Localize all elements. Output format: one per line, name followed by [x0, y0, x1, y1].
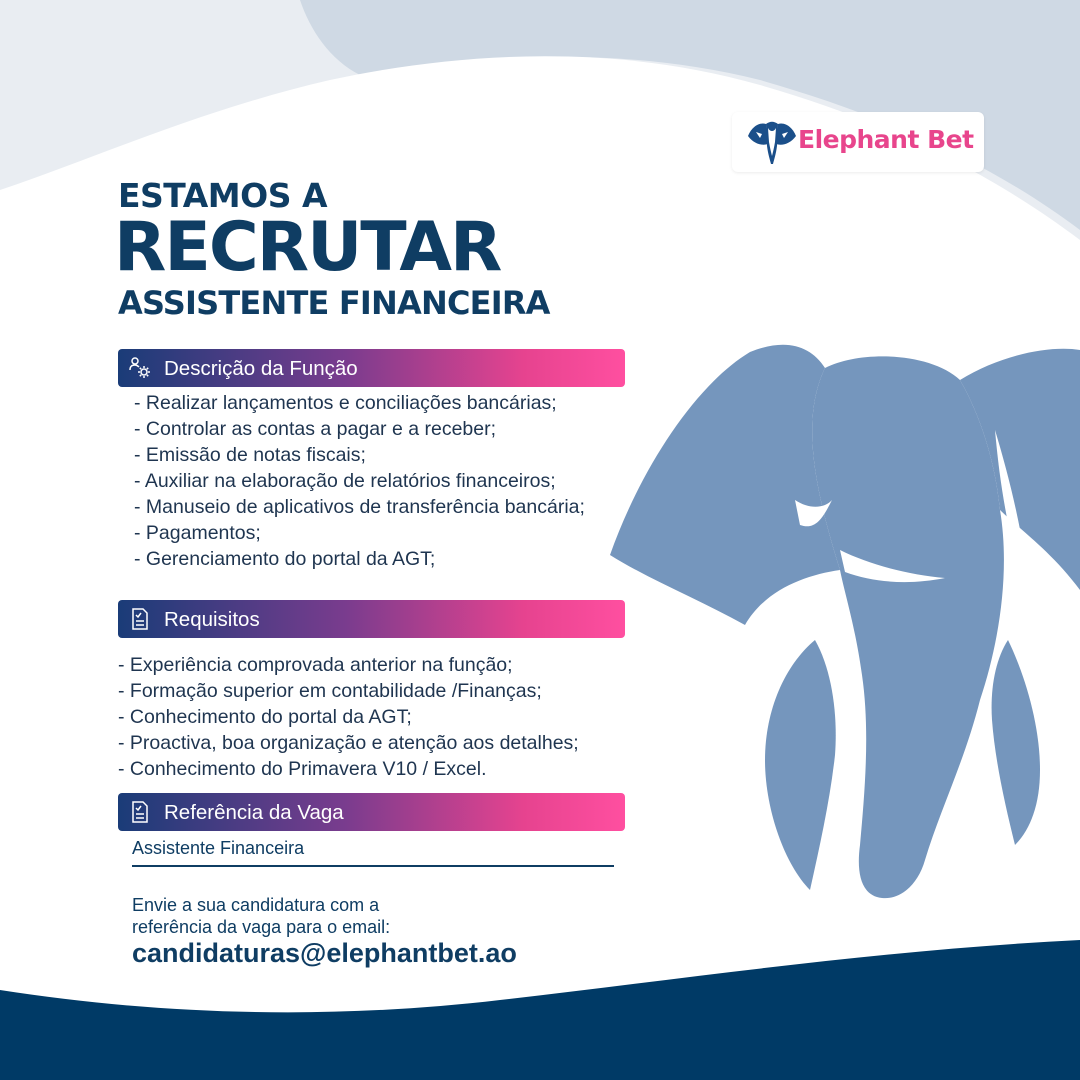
section-title-requirements: Requisitos	[164, 608, 260, 631]
section-bar-reference	[118, 793, 625, 831]
elephant-silhouette	[600, 340, 1080, 910]
list-item: - Manuseio de aplicativos de transferência bancária;	[134, 496, 585, 518]
list-item: - Realizar lançamentos e conciliações bancárias;	[134, 392, 557, 414]
list-item: - Conhecimento do portal da AGT;	[118, 706, 412, 728]
section-title-reference: Referência da Vaga	[164, 801, 344, 824]
list-item: - Conhecimento do Primavera V10 / Excel.	[118, 758, 487, 780]
document-checklist-icon	[128, 607, 152, 631]
list-item: - Controlar as contas a pagar e a receber;	[134, 418, 497, 440]
reference-value: Assistente Financeira	[132, 838, 305, 858]
section-bar-description	[118, 349, 625, 387]
section-title-description: Descrição da Função	[164, 357, 358, 380]
list-item: - Experiência comprovada anterior na função;	[118, 654, 513, 676]
elephant-logo-icon	[744, 118, 800, 166]
document-checklist-icon	[128, 800, 152, 824]
reference-underline	[132, 865, 614, 867]
headline-line1: ESTAMOS A	[118, 176, 327, 215]
list-item: - Proactiva, boa organização e atenção aos detalhes;	[118, 732, 579, 754]
list-item: - Auxiliar na elaboração de relatórios financeiros;	[134, 470, 556, 492]
application-line1: Envie a sua candidatura com a	[132, 895, 380, 915]
job-title: ASSISTENTE FINANCEIRA	[118, 284, 550, 322]
headline-line2: RECRUTAR	[114, 208, 501, 287]
brand-logo	[732, 112, 984, 172]
application-line2: referência da vaga para o email:	[132, 917, 391, 937]
list-item: - Pagamentos;	[134, 522, 261, 544]
application-email[interactable]: candidaturas@elephantbet.ao	[132, 938, 517, 968]
application-instructions	[132, 894, 390, 938]
brand-name: Elephant Bet	[798, 125, 974, 154]
description-list	[134, 390, 585, 572]
list-item: - Emissão de notas fiscais;	[134, 444, 366, 466]
list-item: - Formação superior em contabilidade /Finanças;	[118, 680, 542, 702]
list-item: - Gerenciamento do portal da AGT;	[134, 548, 436, 570]
gears-people-icon	[128, 356, 152, 380]
requirements-list	[118, 652, 579, 782]
section-bar-requirements	[118, 600, 625, 638]
